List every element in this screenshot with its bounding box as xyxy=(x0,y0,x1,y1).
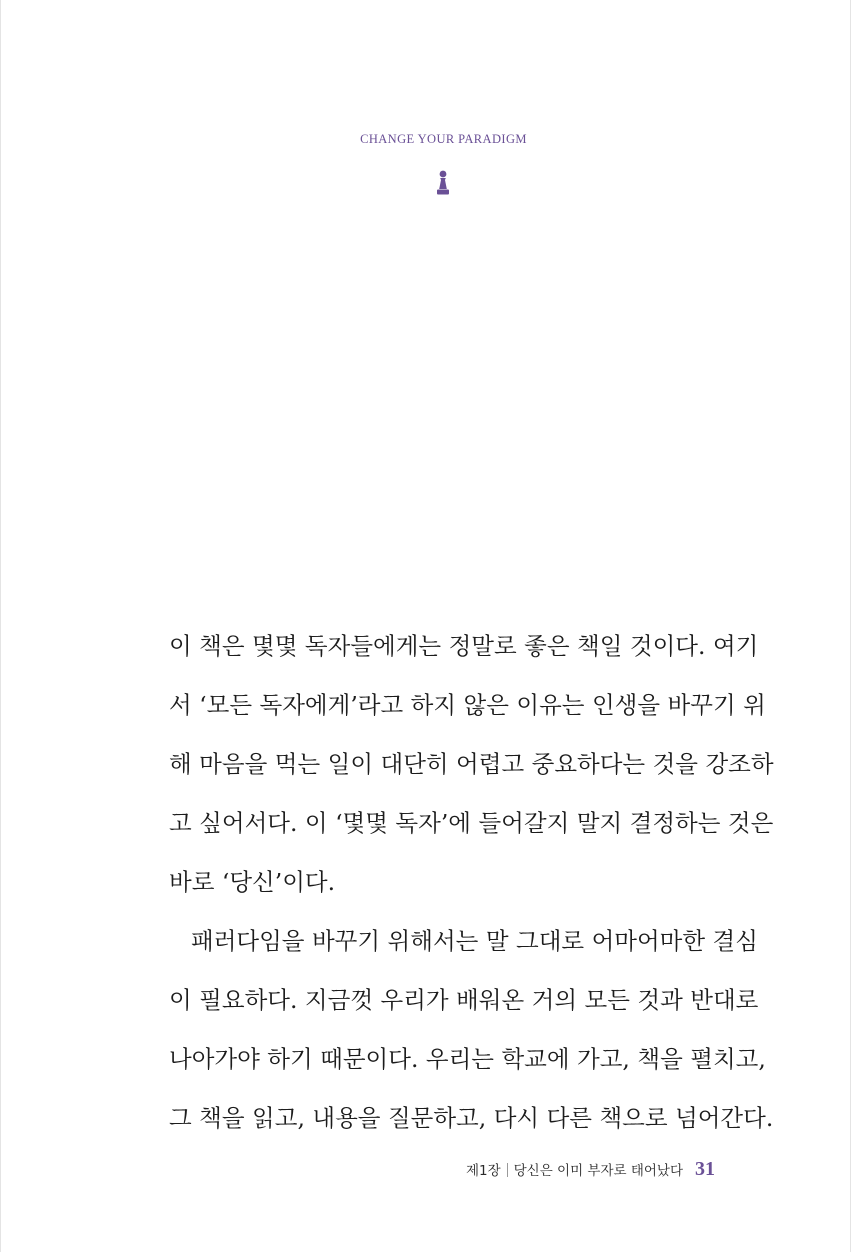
text-line: 나아가야 하기 때문이다. 우리는 학교에 가고, 책을 펼치고, xyxy=(169,1045,766,1073)
body-paragraphs xyxy=(169,626,774,1157)
running-head: CHANGE YOUR PARADIGM xyxy=(360,132,527,146)
chess-piece-icon xyxy=(434,170,452,196)
page-footer xyxy=(466,1158,715,1181)
text-line: 그 책을 읽고, 내용을 질문하고, 다시 다른 책으로 넘어간다. xyxy=(169,1104,774,1132)
text-line: 이 책은 몇몇 독자들에게는 정말로 좋은 책일 것이다. 여기 xyxy=(169,632,759,660)
text-line: 이 필요하다. 지금껏 우리가 배워온 거의 모든 것과 반대로 xyxy=(169,986,759,1014)
text-line: 고 싶어서다. 이 ‘몇몇 독자’에 들어갈지 말지 결정하는 것은 xyxy=(169,809,774,837)
text-line: 서 ‘모든 독자에게’라고 하지 않은 이유는 인생을 바꾸기 위 xyxy=(169,691,766,719)
chapter-title: 당신은 이미 부자로 태어났다 xyxy=(513,1163,683,1179)
chapter-label: 제1장 xyxy=(465,1163,501,1179)
page-number: 31 xyxy=(695,1158,715,1180)
footer-divider xyxy=(507,1163,508,1177)
text-line: 바로 ‘당신’이다. xyxy=(169,868,336,896)
text-line: 해 마음을 먹는 일이 대단히 어렵고 중요하다는 것을 강조하 xyxy=(169,750,774,778)
text-line: 패러다임을 바꾸기 위해서는 말 그대로 어마어마한 결심 xyxy=(191,927,758,955)
